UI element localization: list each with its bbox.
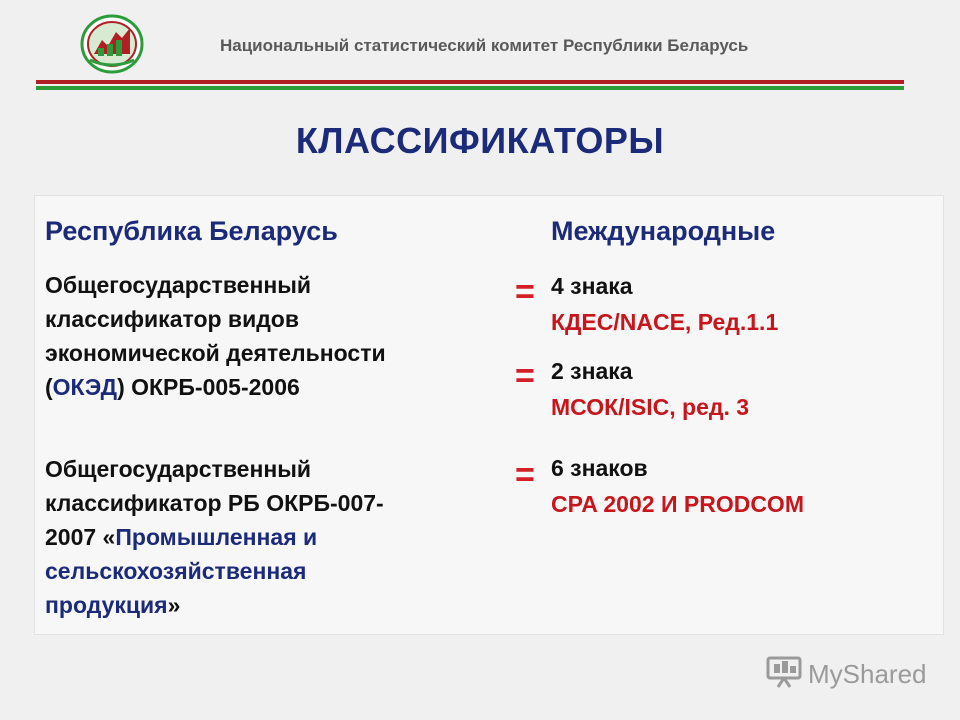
equals-sign: =	[515, 357, 535, 395]
presentation-board-icon	[766, 654, 802, 695]
page-title: КЛАССИФИКАТОРЫ	[295, 120, 665, 161]
international-match	[551, 450, 804, 522]
okrb-007-description: Общегосударственный классификатор РБ ОКРБ-007- 2007 «Промышленная и сельскохозяйственная продукция»	[45, 456, 384, 618]
equals-sign: =	[515, 273, 535, 311]
digit-count: 2 знака	[551, 358, 633, 384]
header-divider-green	[36, 86, 904, 90]
international-code: КДЕС/NACE, Ред.1.1	[551, 309, 779, 335]
equals-sign: =	[515, 456, 535, 494]
okved-description: Общегосударственный классификатор видов экономической деятельности (ОКЭД) ОКРБ-005-2006	[45, 272, 386, 400]
okved-abbreviation: ОКЭД	[52, 374, 118, 400]
column-header-national: Республика Беларусь	[45, 216, 338, 246]
classifiers-table	[34, 195, 944, 635]
myshared-watermark	[766, 654, 927, 694]
column-header-international: Международные	[551, 216, 776, 246]
international-code: МСОК/ISIC, ред. 3	[551, 394, 750, 420]
header-divider-red	[36, 80, 904, 84]
international-match	[551, 268, 778, 340]
international-match	[551, 353, 749, 425]
digit-count: 6 знаков	[551, 455, 648, 481]
belstat-emblem-icon	[80, 14, 144, 74]
international-code: CPA 2002 И PRODCOM	[551, 491, 804, 517]
digit-count: 4 знака	[551, 273, 633, 299]
organization-name: Национальный статистический комитет Республики Беларусь	[220, 36, 749, 55]
watermark-text: MyShared	[808, 658, 927, 689]
